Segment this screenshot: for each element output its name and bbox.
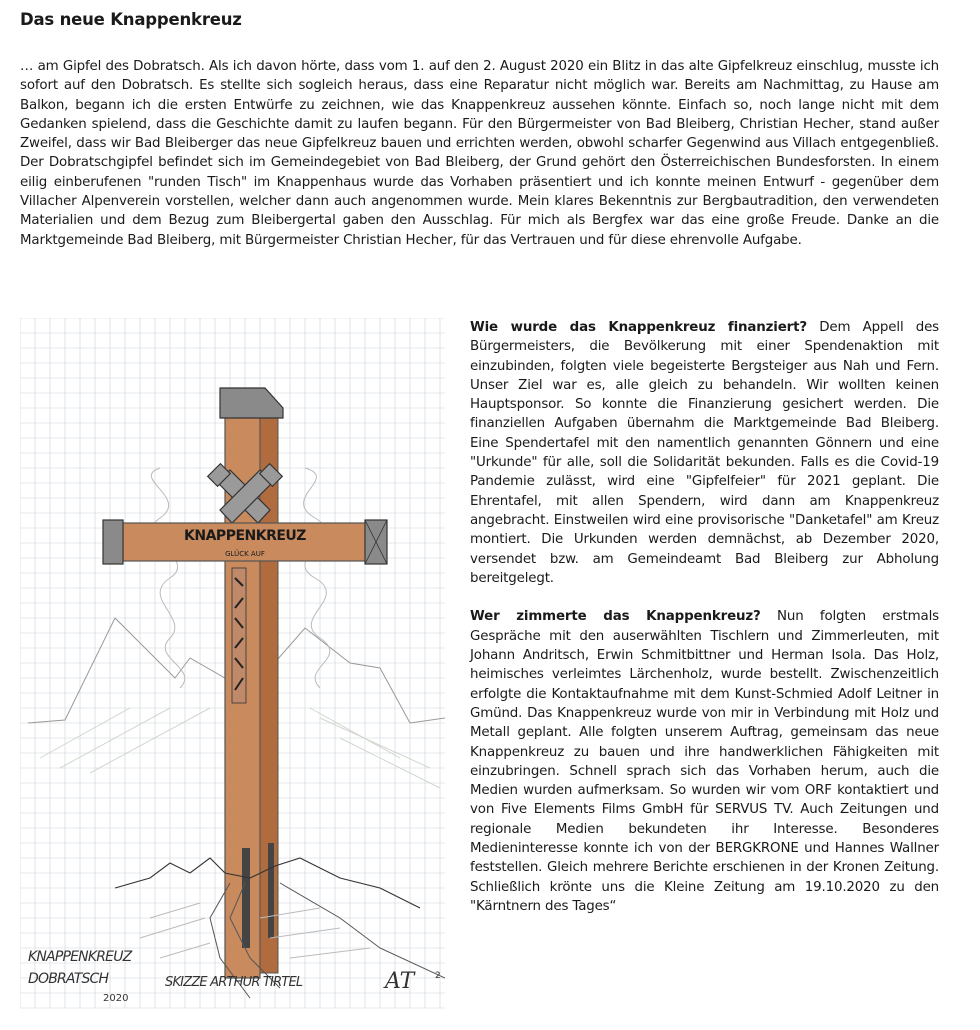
page-mark: 2 bbox=[435, 971, 441, 981]
cloud-stroke-left bbox=[151, 468, 184, 688]
mountain-right bbox=[270, 628, 445, 723]
intro-paragraph: … am Gipfel des Dobratsch. Als ich davon hörte, dass vom 1. auf den 2. August 2020 ein Blitz in das alte Gipfelkreuz einschlug, musste ich sofort auf den Dobratsch. Es stellte sich sogleich heraus, dass eine Reparatur nicht möglich war. Bereits am Nachmittag, zu Hause am Balkon, begann ich die ersten Entwürfe zu zeichnen, wie das Knappenkreuz aussehen könnte. Einfach so, noch lange nicht mit dem Gedanken spielend, dass die Geschichte damit zu laufen begann. Für den Bürgermeister von Bad Bleiberg, Christian Hecher, stand außer Zweifel, dass wir Bad Bleiberger das neue Gipfelkreuz bauen und errichten werden, obwohl scharfer Gegenwind aus Villach entgegenbließ. Der Dobratschgipfel befindet sich im Gemeindegebiet von Bad Bleiberg, der Grund gehört den Österreichischen Bundesforsten. In einem eilig einberufenen "runden Tisch" im Knappenhaus wurde das Vorhaben präsentiert und ich konnte meinen Entwurf - gegenüber dem Villacher Alpenverein vorstellen, welcher dann auch angenommen wurde. Mein klares Bekenntnis zur Bergbautradition, den verwendeten Materialien und dem Bezug zum Bleibergertal gaben den Ausschlag. Für mich als Bergfex war das eine große Freude. Danke an die Marktgemeinde Bad Bleiberg, mit Bürgermeister Christian Hecher, für das Vertrauen und für diese ehrenvolle Aufgabe. bbox=[20, 59, 939, 248]
post-base-slot-right bbox=[268, 843, 274, 938]
beam-inscription: KNAPPENKREUZ bbox=[184, 528, 306, 544]
section-body: Nun folgten erstmals Gespräche mit den auserwählten Tischlern und Zimmerleuten, mit Johann Andritsch, Erwin Schmitbittner und Herman Isola. Das Holz, heimisches verleimtes Lärchenholz, wurde bestellt. Zwischenzeitlich erfolgte die Kontaktaufnahme mit dem Kunst-Schmied Adolf Leitner in Gmünd. Das Knappenkreuz wurde von mir in Verbindung mit Holz und Metall geplant. Alle folgten unserem Auftrag, gemeinsam das neue Knappenkreuz zu bauen und ihre handwerklichen Fähigkeiten mit einzubringen. Schnell sprach sich das Vorhaben herum, auch die Medien wurden aufmerksam. So wurden wir vom ORF kontaktiert und von Five Elements Films GmbH für SERVUS TV. Auch Zeitungen und regionale Medien bekundeten ihr Interesse. Besonderes Medieninteresse konnte ich von der BERGKRONE und Hannes Wallner feststellen. Gleich mehrere Berichte erschienen in der Kronen Zeitung. Schließlich krönte uns die Kleine Zeitung am 19.10.2020 zu den "Kärntnern des Tages“ bbox=[470, 609, 939, 914]
post-cap bbox=[220, 388, 283, 418]
section-financing bbox=[470, 318, 939, 588]
cloud-stroke-right bbox=[304, 468, 330, 688]
caption-sketch-author: SKIZZE ARTHUR TIRTEL bbox=[165, 975, 303, 990]
knappenkreuz-sketch bbox=[20, 318, 445, 1018]
section-heading: Wer zimmerte das Knappenkreuz? bbox=[470, 609, 761, 625]
beam-end-left bbox=[103, 520, 123, 564]
caption-year: 2020 bbox=[103, 993, 129, 1004]
artist-signature: AT bbox=[385, 969, 415, 994]
post-base-slot-left bbox=[242, 848, 250, 948]
page-title: Das neue Knappenkreuz bbox=[20, 10, 242, 29]
section-heading: Wie wurde das Knappenkreuz finanziert? bbox=[470, 320, 807, 335]
caption-line1: KNAPPENKREUZ bbox=[28, 949, 132, 965]
article-sections bbox=[470, 318, 939, 936]
mountain-left bbox=[28, 618, 235, 723]
caption-line2: DOBRATSCH bbox=[28, 971, 109, 987]
section-body: Dem Appell des Bürgermeisters, die Bevölkerung mit einer Spendenaktion mit einzubinden, folgten viele begeisterte Bergsteiger aus Nah und Fern. Unser Ziel war es, alle gleich zu behandeln. Wir wollten keinen Hauptsponsor. So konnte die Finanzierung gesichert werden. Die finanziellen Aufgaben übernahm die Marktgemeinde Bad Bleiberg. Eine Spendertafel mit den namentlich genannten Gönnern und eine "Urkunde" für alle, soll die Solidarität bekunden. Falls es die Covid-19 Pandemie zulässt, wird eine "Gipfelfeier" für 2021 geplant. Die Ehrentafel, mit allen Spendern, wird dann am Knappenkreuz angebracht. Einstweilen wird eine provisorische "Danketafel" am Kreuz montiert. Die Urkunden werden demnächst, ab Dezember 2020, versendet bzw. am Gemeindeamt Bad Bleiberg zur Abholung bereitgelegt. bbox=[470, 320, 939, 586]
beam-subinscription: GLÜCK AUF bbox=[225, 550, 265, 558]
section-carpentry bbox=[470, 607, 939, 916]
